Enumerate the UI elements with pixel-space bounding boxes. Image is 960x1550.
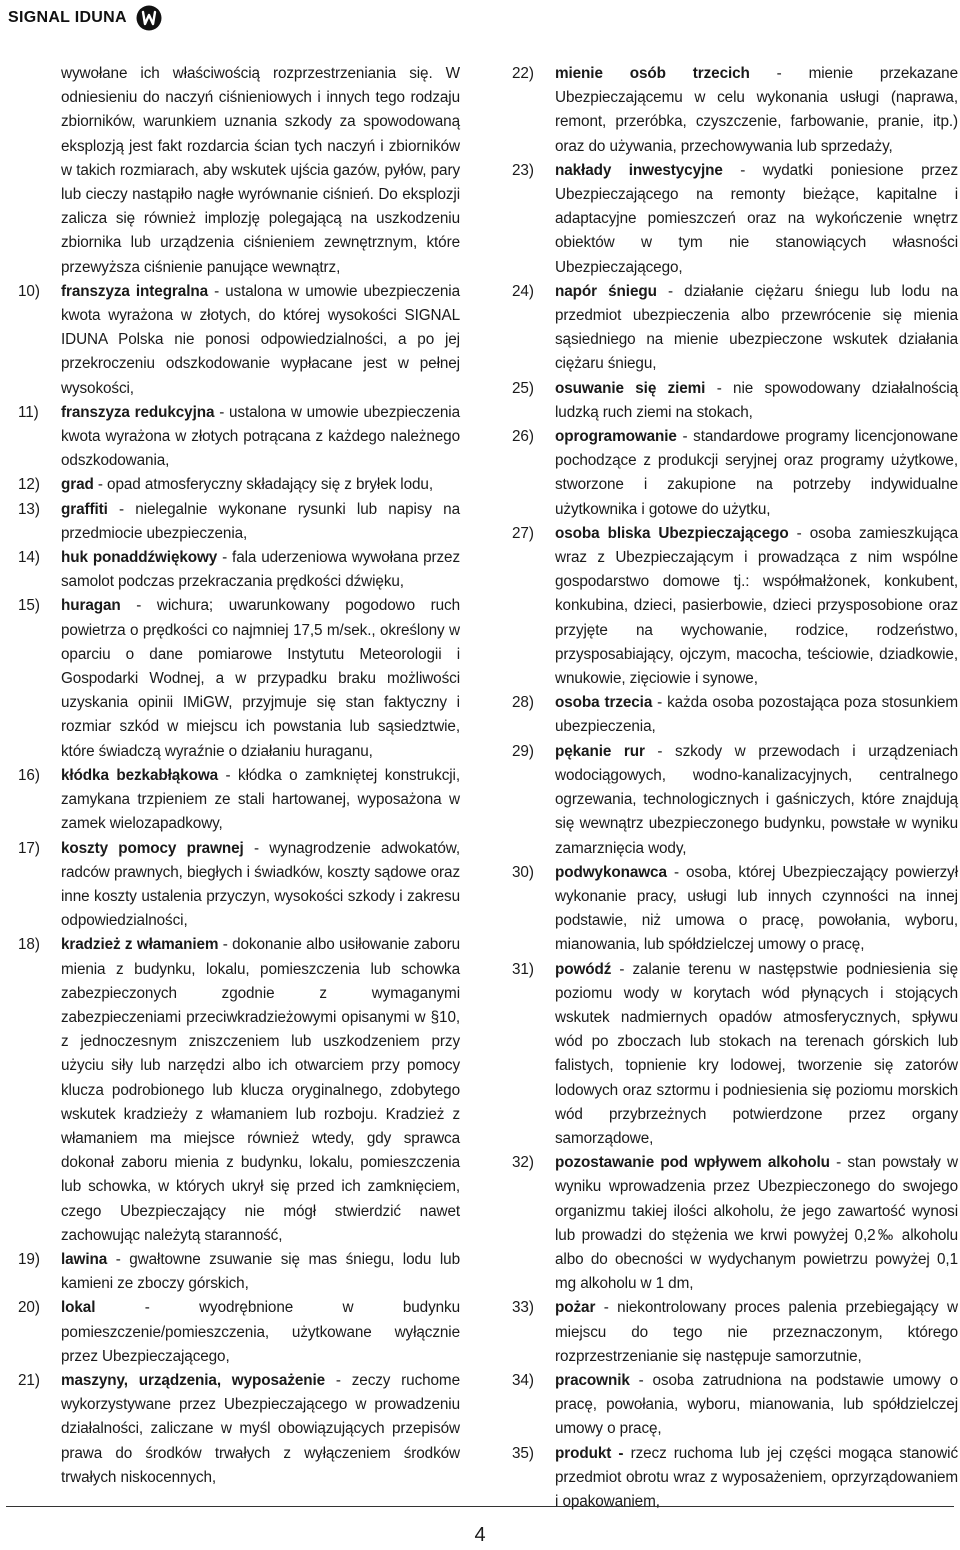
definition-text: - opad atmosferyczny składający się z bryłek lodu, [93,476,433,494]
definition-item [18,498,460,546]
item-number: 30) [512,863,534,881]
definition-item [512,280,958,377]
defined-term: franszyza integralna [61,282,208,300]
defined-term: koszty pomocy prawnej [61,839,244,857]
definition-text: - nielegalnie wykonane rysunki lub napisy na przedmiocie ubezpieczenia, [61,500,460,542]
brand-name: SIGNAL IDUNA [8,9,127,26]
definition-item [512,377,958,425]
item-body [555,861,958,958]
item-body [555,280,958,377]
defined-term: oprogramowanie [555,428,677,446]
definition-text: - nie spowodowany działalnością ludzką ruch ziemi na stokach, [555,379,958,421]
item-number: 21) [18,1371,40,1389]
item-body [555,377,958,425]
item-number: 26) [512,428,534,446]
defined-term: podwykonawca [555,863,667,881]
definition-text: - zeczy ruchome wykorzystywane przez Ubezpieczającego w prowadzeniu działalności, zaliczane w myśl obowiązujących przepisów prawa do środków trwałych z wyłączeniem środków trwałych niskocennych, [61,1371,460,1486]
item-number: 28) [512,694,534,712]
defined-term: pozostawanie pod wpływem alkoholu [555,1154,830,1172]
item-body [61,1248,460,1296]
defined-term: maszyny, urządzenia, wyposażenie [61,1371,326,1389]
definition-text: - fala uderzeniowa wywołana przez samolot podczas przekraczania prędkości dźwięku, [61,549,460,591]
signal-iduna-logo-icon [135,4,163,32]
item-body [555,1369,958,1442]
defined-term: pożar [555,1299,596,1317]
definition-item [512,62,958,159]
item-number: 20) [18,1299,40,1317]
item-number: 34) [512,1371,534,1389]
defined-term: pękanie rur [555,742,645,760]
item-number: 14) [18,549,40,567]
item-body [555,1442,958,1515]
item-number: 23) [512,161,534,179]
definition-text: - wynagrodzenie adwokatów, radców prawnych, biegłych i świadków, koszty sądowe oraz inne koszty ustalenia przyczyn, wysokości szkody i zakresu odpowiedzialności, [61,839,460,930]
definition-item [18,1296,460,1369]
page-number: 4 [474,1524,486,1546]
definition-text: - wydatki poniesione przez Ubezpieczającego na remonty bieżące, kapitalne i adaptacyjne pomieszczeń oraz na wykończenie wnętrz obiektów w tym nie stanowiących własności Ubezpieczającego, [555,161,958,276]
item-number: 33) [512,1299,534,1317]
definition-item [18,473,460,497]
defined-term: huk ponaddźwiękowy [61,549,218,567]
definition-item [512,1296,958,1369]
left-column [18,62,460,1490]
defined-term: kradzież z włamaniem [61,936,219,954]
definition-item [512,159,958,280]
item-number: 29) [512,742,534,760]
definition-item [512,1151,958,1296]
definition-text: - stan powstały w wyniku wprowadzenia przez Ubezpieczonego do swojego organizmu takiej ilości alkoholu, że jego zawartość wynosi lub prowadzi do stężenia we krwi powyżej 0,2‰ alkoholu albo do obecności w wydychanym powietrzu powyżej 0,1 mg alkoholu w 1 dm, [555,1154,958,1293]
definition-text: rzecz ruchoma lub jej części mogąca stanowić przedmiot obrotu wraz z wyposażeniem, oprzyrządowaniem i opakowaniem, [555,1444,959,1510]
definition-item [18,764,460,837]
item-body [61,473,460,497]
definition-text: - niekontrolowany proces palenia przebiegający w miejscu do tego nie przeznaczonym, którego rozprzestrzenianie się następuje samorzutnie, [555,1299,958,1365]
item-number: 35) [512,1444,534,1462]
definition-item [512,425,958,522]
definition-text: - działanie ciężaru śniegu lub lodu na przedmiot ubezpieczenia albo przewrócenie się mienia sąsiedniego na mienie ubezpieczone wskutek działania ciężaru śniegu, [555,282,959,373]
definition-item [18,1248,460,1296]
item-body [61,764,460,837]
item-number: 15) [18,597,40,615]
definition-text: - wyodrębnione w budynku pomieszczenie/pomieszczenia, użytkowane wyłącznie przez Ubezpieczającego, [61,1299,460,1365]
definition-text: - mienie przekazane Ubezpieczającemu w celu wykonania usługi (naprawa, remont, przeróbka, czyszczenie, farbowanie, pranie, itp.) oraz do używania, przechowywania lub sprzedaży, [555,65,958,155]
item-number: 13) [18,500,40,518]
definition-item [18,933,460,1248]
item-number: 27) [512,524,534,542]
defined-term: osuwanie się ziemi [555,379,706,397]
definition-text: - osoba, której Ubezpieczający powierzył wykonanie pracy, usługi lub innych czynności na innej podstawie, niż umowa o pracę, powołania, wyboru, mianowania, lub spółdzielczej umowy o pracę, [555,863,958,954]
item-body [555,740,958,861]
definition-text: - szkody w przewodach i urządzeniach wodociągowych, wodno-kanalizacyjnych, centralnego ogrzewania, technologicznych i gaśniczych, które znajdują się wewnątrz ubezpieczonego budynku, powstałe w wyniku zamarznięcia wody, [555,742,958,857]
definition-item [512,1369,958,1442]
definition-item [18,594,460,763]
definition-text: - każda osoba pozostająca poza stosunkiem ubezpieczenia, [555,694,958,736]
item-body [61,1369,460,1490]
definition-text: - ustalona w umowie ubezpieczenia kwota wyrażona w złotych, do której wysokości SIGNAL IDUNA Polska nie ponosi odpowiedzialności, a po jej przekroczeniu odszkodowanie wypłacane jest w pełnej wysokości, [61,282,460,397]
item-number: 16) [18,766,40,784]
item-body [555,1296,958,1369]
item-body [61,837,460,934]
item-number: 31) [512,960,534,978]
item-body [555,1151,958,1296]
right-definitions-list [512,62,958,1514]
item-body [61,933,460,1248]
defined-term: kłódka bezkabłąkowa [61,766,219,784]
definition-item [512,861,958,958]
defined-term: huragan [61,597,121,615]
definition-item [18,401,460,474]
item-body [555,425,958,522]
definition-text: - kłódka o zamkniętej konstrukcji, zamykana trzpieniem ze stali hartowanej, wyposażona w zamek wielozapadkowy, [61,766,460,833]
definition-text: - osoba zatrudniona na podstawie umowy o pracę, powołania, wyboru, mianowania, lub spółdzielczej umowy o pracę, [555,1371,958,1438]
item-number: 22) [512,65,534,82]
item-number: 10) [18,282,40,300]
item-number: 19) [18,1250,40,1268]
item-body [61,280,460,401]
defined-term: pracownik [555,1371,630,1389]
defined-term: napór śniegu [555,282,657,300]
item-body [555,62,958,159]
definition-item [18,1369,460,1490]
definition-item [18,546,460,594]
item-number: 12) [18,476,40,494]
definition-item [18,837,460,934]
item-body [61,546,460,594]
item-body [555,958,958,1152]
definition-text: - osoba zamieszkująca wraz z Ubezpieczającym i prowadząca z nim wspólne gospodarstwo domowe tj.: współmałżonek, konkubent, konkubina, dzieci, pasierbowie, dzieci przysposobione oraz przyjęte na wychowanie, rodzice, rodzeństwo, przysposabiający, ojczym, macocha, teściowie, dziadkowie, wnukowie, zięciowie i synowe, [555,524,958,688]
defined-term: osoba bliska Ubezpieczającego [555,524,789,542]
right-column [512,62,958,1514]
defined-term: produkt - [555,1444,624,1462]
item-body [555,522,958,691]
defined-term: franszyza redukcyjna [61,403,215,421]
item-body [61,498,460,546]
footer-divider [6,1506,954,1507]
definition-text: - dokonanie albo usiłowanie zaboru mienia z budynku, lokalu, pomieszczenia lub schowka zabezpieczonych zgodnie z wymaganymi zabezpieczeniami przeciwkradzieżowymi opisanymi w §10, z jednoczesnym zniszczeniem lub uszkodzeniem przy użyciu siły lub narzędzi albo ich otwarciem przy pomocy klucza podrobionego lub klucza oryginalnego, zdobytego wskutek kradzieży z włamaniem lub rozboju. Kradzież z włamaniem ma miejsce również wtedy, gdy sprawca dokonał zaboru mienia z budynku, lokalu, pomieszczenia lub schowka, w których ukrył się przed ich zamknięciem, czego Ubezpieczający nie mógł stwierdzić nawet zachowując należytą staranność, [61,936,460,1244]
intro-paragraph: wywołane ich właściwością rozprzestrzeniania się. W odniesieniu do naczyń ciśnieniowych i innych tego rodzaju zbiorników, warunkiem uznania szkody za spowodowaną eksplozją jest fakt rozdarcia ścian tych naczyń i zbiorników w takich rozmiarach, aby wskutek ujścia gazów, pyłów, pary lub cieczy nastąpiło nagłe wyrównanie ciśnień. Do eksplozji zalicza się również implozję polegającą na uszkodzeniu zbiornika lub urządzenia ciśnieniem zewnętrznym, które przewyższa ciśnienie panujące wewnątrz, [61,65,460,276]
item-number: 11) [18,403,39,421]
defined-term: osoba trzecia [555,694,653,712]
item-body [555,691,958,739]
item-body [555,159,958,280]
defined-term: powódź [555,960,612,978]
item-number: 32) [512,1154,534,1172]
item-body [61,401,460,474]
header [8,3,163,33]
item-number: 25) [512,379,534,397]
definition-item [512,1442,958,1515]
defined-term: graffiti [61,500,108,518]
definition-item [512,958,958,1152]
left-definitions-list [18,280,460,1490]
definition-text: - zalanie terenu w następstwie podniesienia się poziomu wody w korytach wód płynących i stojących wskutek nadmiernych opadów atmosferycznych, spływu wód po zboczach lub stokach na terenach górskich lub falistych, topnienie kry lodowej, tworzenie się zatorów lodowych oraz sztormu i podniesienia się poziomu morskich wód przybrzeżnych potwierdzone przez organy samorządowe, [555,960,958,1147]
definition-item [512,691,958,739]
definition-text: - wichura; uwarunkowany pogodowo ruch powietrza o prędkości co najmniej 17,5 m/sek., określony w oparciu o dane pomiarowe Instytutu Meteorologii i Gospodarki Wodnej, a w przypadku braku możliwości uzyskania opinii IMiGW, przyjmuje się stan faktyczny i rozmiar szkód w miejscu ich powstania lub sąsiedztwie, które świadczą wyraźnie o działaniu huraganu, [61,597,460,760]
item-number: 18) [18,936,40,954]
definition-text: - ustalona w umowie ubezpieczenia kwota wyrażona w złotych potrącana z każdego należnego odszkodowania, [61,403,460,470]
definition-item [18,280,460,401]
defined-term: grad [61,476,94,494]
definition-item [512,740,958,861]
defined-term: lokal [61,1299,96,1317]
item-number: 24) [512,282,534,300]
definition-item [512,522,958,691]
defined-term: lawina [61,1250,108,1268]
defined-term: mienie osób trzecich [555,65,750,82]
item-body [61,594,460,763]
definition-text: - gwałtowne zsuwanie się mas śniegu, lodu lub kamieni ze zboczy górskich, [61,1250,460,1293]
item-number: 17) [18,839,40,857]
defined-term: nakłady inwestycyjne [555,161,723,179]
item-body [61,1296,460,1369]
definition-text: - standardowe programy licencjonowane pochodzące z produkcji seryjnej oraz programy użytkowe, stworzone i zakupione na potrzeby indywidualne użytkownika i gotowe do użytku, [555,428,958,518]
